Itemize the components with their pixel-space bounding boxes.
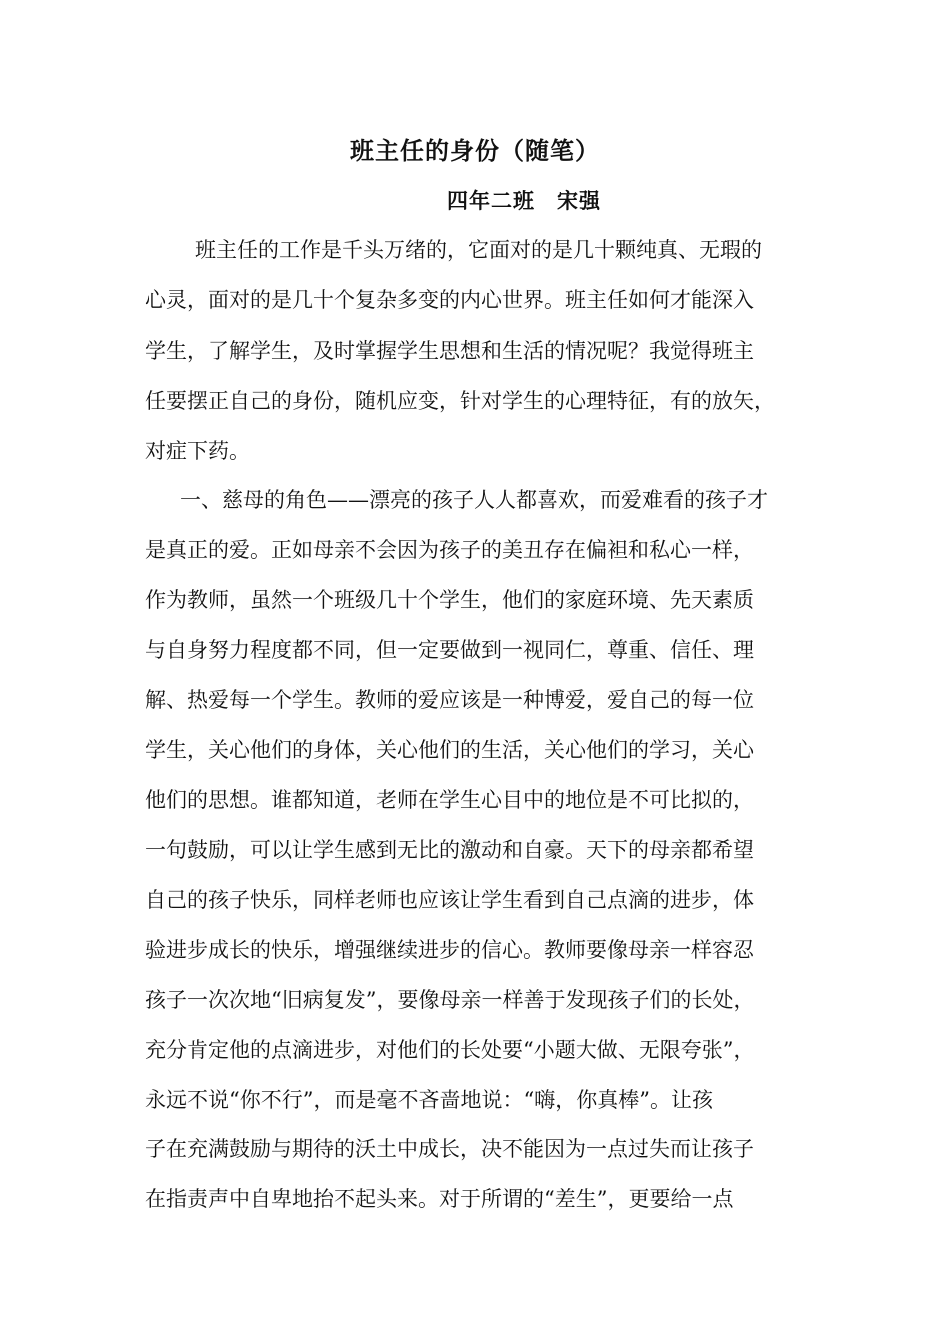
body-line: 子在充满鼓励与期待的沃土中成长，决不能因为一点过失而让孩子	[145, 1137, 754, 1161]
body-line: 作为教师，虽然一个班级几十个学生，他们的家庭环境、先天素质	[145, 588, 754, 612]
byline-author: 宋强	[557, 188, 601, 213]
body-line: 一句鼓励，可以让学生感到无比的激动和自豪。天下的母亲都希望	[145, 838, 754, 862]
body-line: 在指责声中自卑地抬不起头来。对于所谓的“差生”，更要给一点	[145, 1187, 734, 1211]
body-line: 学生，了解学生，及时掌握学生思想和生活的情况呢？我觉得班主	[145, 339, 754, 363]
body-line: 解、热爱每一个学生。教师的爱应该是一种博爱，爱自己的每一位	[145, 688, 754, 712]
body-line: 学生，关心他们的身体，关心他们的生活，关心他们的学习，关心	[145, 738, 754, 762]
body-line: 他们的思想。谁都知道，老师在学生心目中的地位是不可比拟的，	[145, 788, 754, 812]
body-line: 是真正的爱。正如母亲不会因为孩子的美丑存在偏袒和私心一样，	[145, 538, 754, 562]
body-line: 充分肯定他的点滴进步，对他们的长处要“小题大做、无限夸张”，	[145, 1038, 755, 1062]
body-line: 永远不说“你不行”，而是毫不吝啬地说：“嗨，你真棒”。让孩	[145, 1088, 713, 1112]
body-line: 心灵，面对的是几十个复杂多变的内心世界。班主任如何才能深入	[145, 288, 754, 312]
body-line: 自己的孩子快乐，同样老师也应该让学生看到自己点滴的进步，体	[145, 888, 754, 912]
byline-class: 四年二班	[447, 188, 535, 213]
body-line: 孩子一次次地“旧病复发”，要像母亲一样善于发现孩子们的长处，	[145, 988, 755, 1012]
body-line: 与自身努力程度都不同，但一定要做到一视同仁，尊重、信任、理	[145, 638, 754, 662]
document-title: 班主任的身份（随笔）	[350, 136, 600, 165]
body-line: 任要摆正自己的身份，随机应变，针对学生的心理特征，有的放矢，	[145, 389, 775, 413]
body-line: 验进步成长的快乐，增强继续进步的信心。教师要像母亲一样容忍	[145, 938, 754, 962]
body-line: 对症下药。	[145, 439, 250, 463]
byline	[447, 186, 601, 216]
body-line: 班主任的工作是千头万绪的，它面对的是几十颗纯真、无瑕的	[195, 238, 762, 262]
body-line: 一、慈母的角色——漂亮的孩子人人都喜欢，而爱难看的孩子才	[180, 488, 768, 512]
